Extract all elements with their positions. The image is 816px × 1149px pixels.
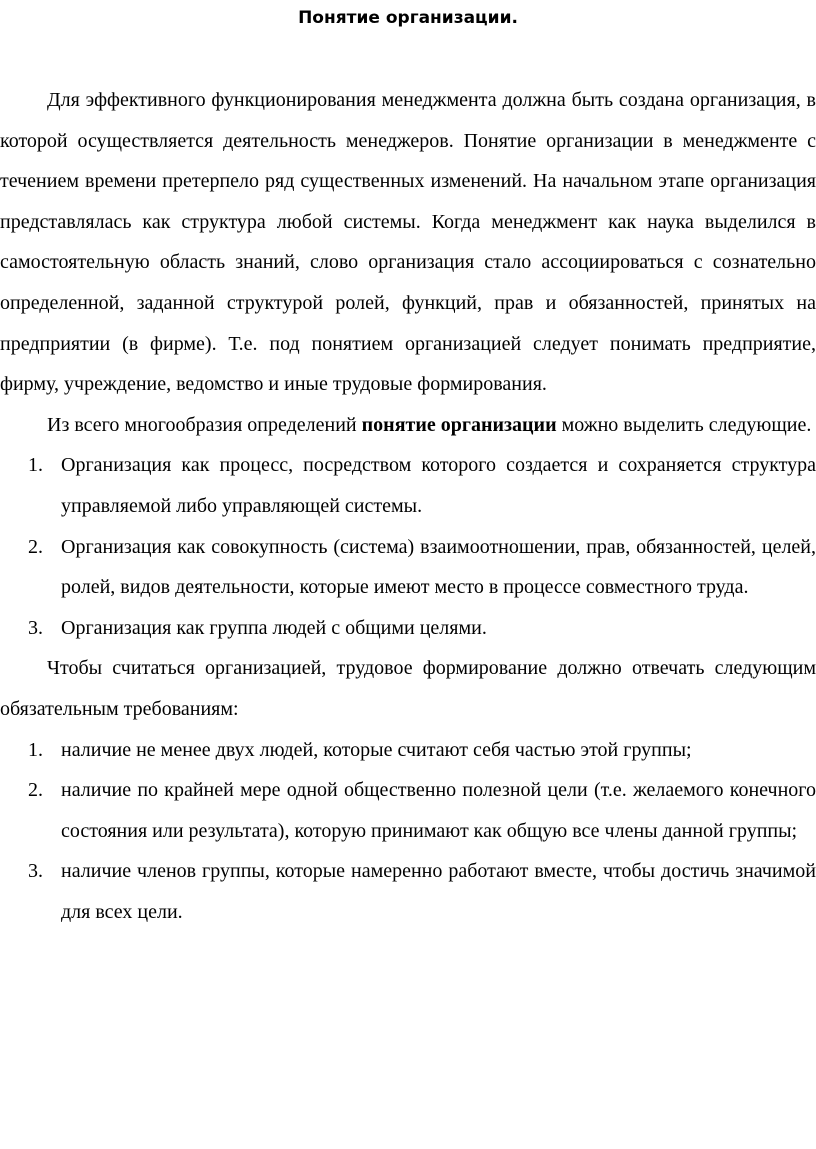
definition-text: Организация как группа людей с общими целями. — [61, 616, 487, 639]
page-title: Понятие организации. — [298, 8, 518, 28]
list-number: 2. — [28, 779, 43, 802]
list-number: 2. — [28, 535, 43, 558]
requirement-text: наличие членов группы, которые намеренно работают вместе, чтобы достичь значимой для всех цели. — [61, 860, 816, 923]
intro-paragraph: Для эффективного функционирования менеджмента должна быть создана организация, в которой осуществляется деятельность менеджеров. Понятие организации в менеджменте с течением времени претерпело ряд существенных изменений. На начальном этапе организация представлялась как структура любой системы. Когда менеджмент как наука выделился в самостоятельную область знаний, слово организация стало ассоциироваться с сознательно определенной, заданной структурой ролей, функций, прав и обязанностей, принятых на предприятии (в фирме). Т.е. под понятием организацией следует понимать предприятие, фирму, учреждение, ведомство и иные трудовые формирования. — [0, 89, 816, 396]
definitions-intro-before: Из всего многообразия определений — [47, 413, 362, 436]
definition-text: Организация как процесс, посредством которого создается и сохраняется структура управляемой либо управляющей системы. — [61, 454, 816, 517]
definition-item — [0, 445, 816, 526]
requirements-intro-paragraph: Чтобы считаться организацией, трудовое формирование должно отвечать следующим обязательным требованиям: — [0, 657, 816, 720]
requirements-list — [0, 730, 816, 933]
definitions-intro-paragraph — [0, 405, 816, 446]
requirement-text: наличие по крайней мере одной общественно полезной цели (т.е. желаемого конечного состояния или результата), которую принимают как общую все члены данной группы; — [61, 779, 816, 842]
requirement-item — [0, 730, 816, 771]
definitions-list — [0, 445, 816, 648]
list-number: 3. — [28, 860, 43, 883]
requirement-text: наличие не менее двух людей, которые считают себя частью этой группы; — [61, 738, 692, 761]
requirement-item — [0, 851, 816, 932]
list-number: 1. — [28, 454, 43, 477]
definition-item — [0, 527, 816, 608]
definitions-intro-keyword: понятие организации — [361, 413, 557, 436]
definitions-intro-after: можно выделить следующие. — [556, 413, 812, 436]
document-body — [0, 80, 816, 932]
list-number: 3. — [28, 616, 43, 639]
requirement-item — [0, 770, 816, 851]
definition-item — [0, 608, 816, 649]
definition-text: Организация как совокупность (система) взаимоотношении, прав, обязанностей, целей, ролей, видов деятельности, которые имеют место в процессе совместного труда. — [61, 535, 816, 599]
list-number: 1. — [28, 738, 43, 761]
